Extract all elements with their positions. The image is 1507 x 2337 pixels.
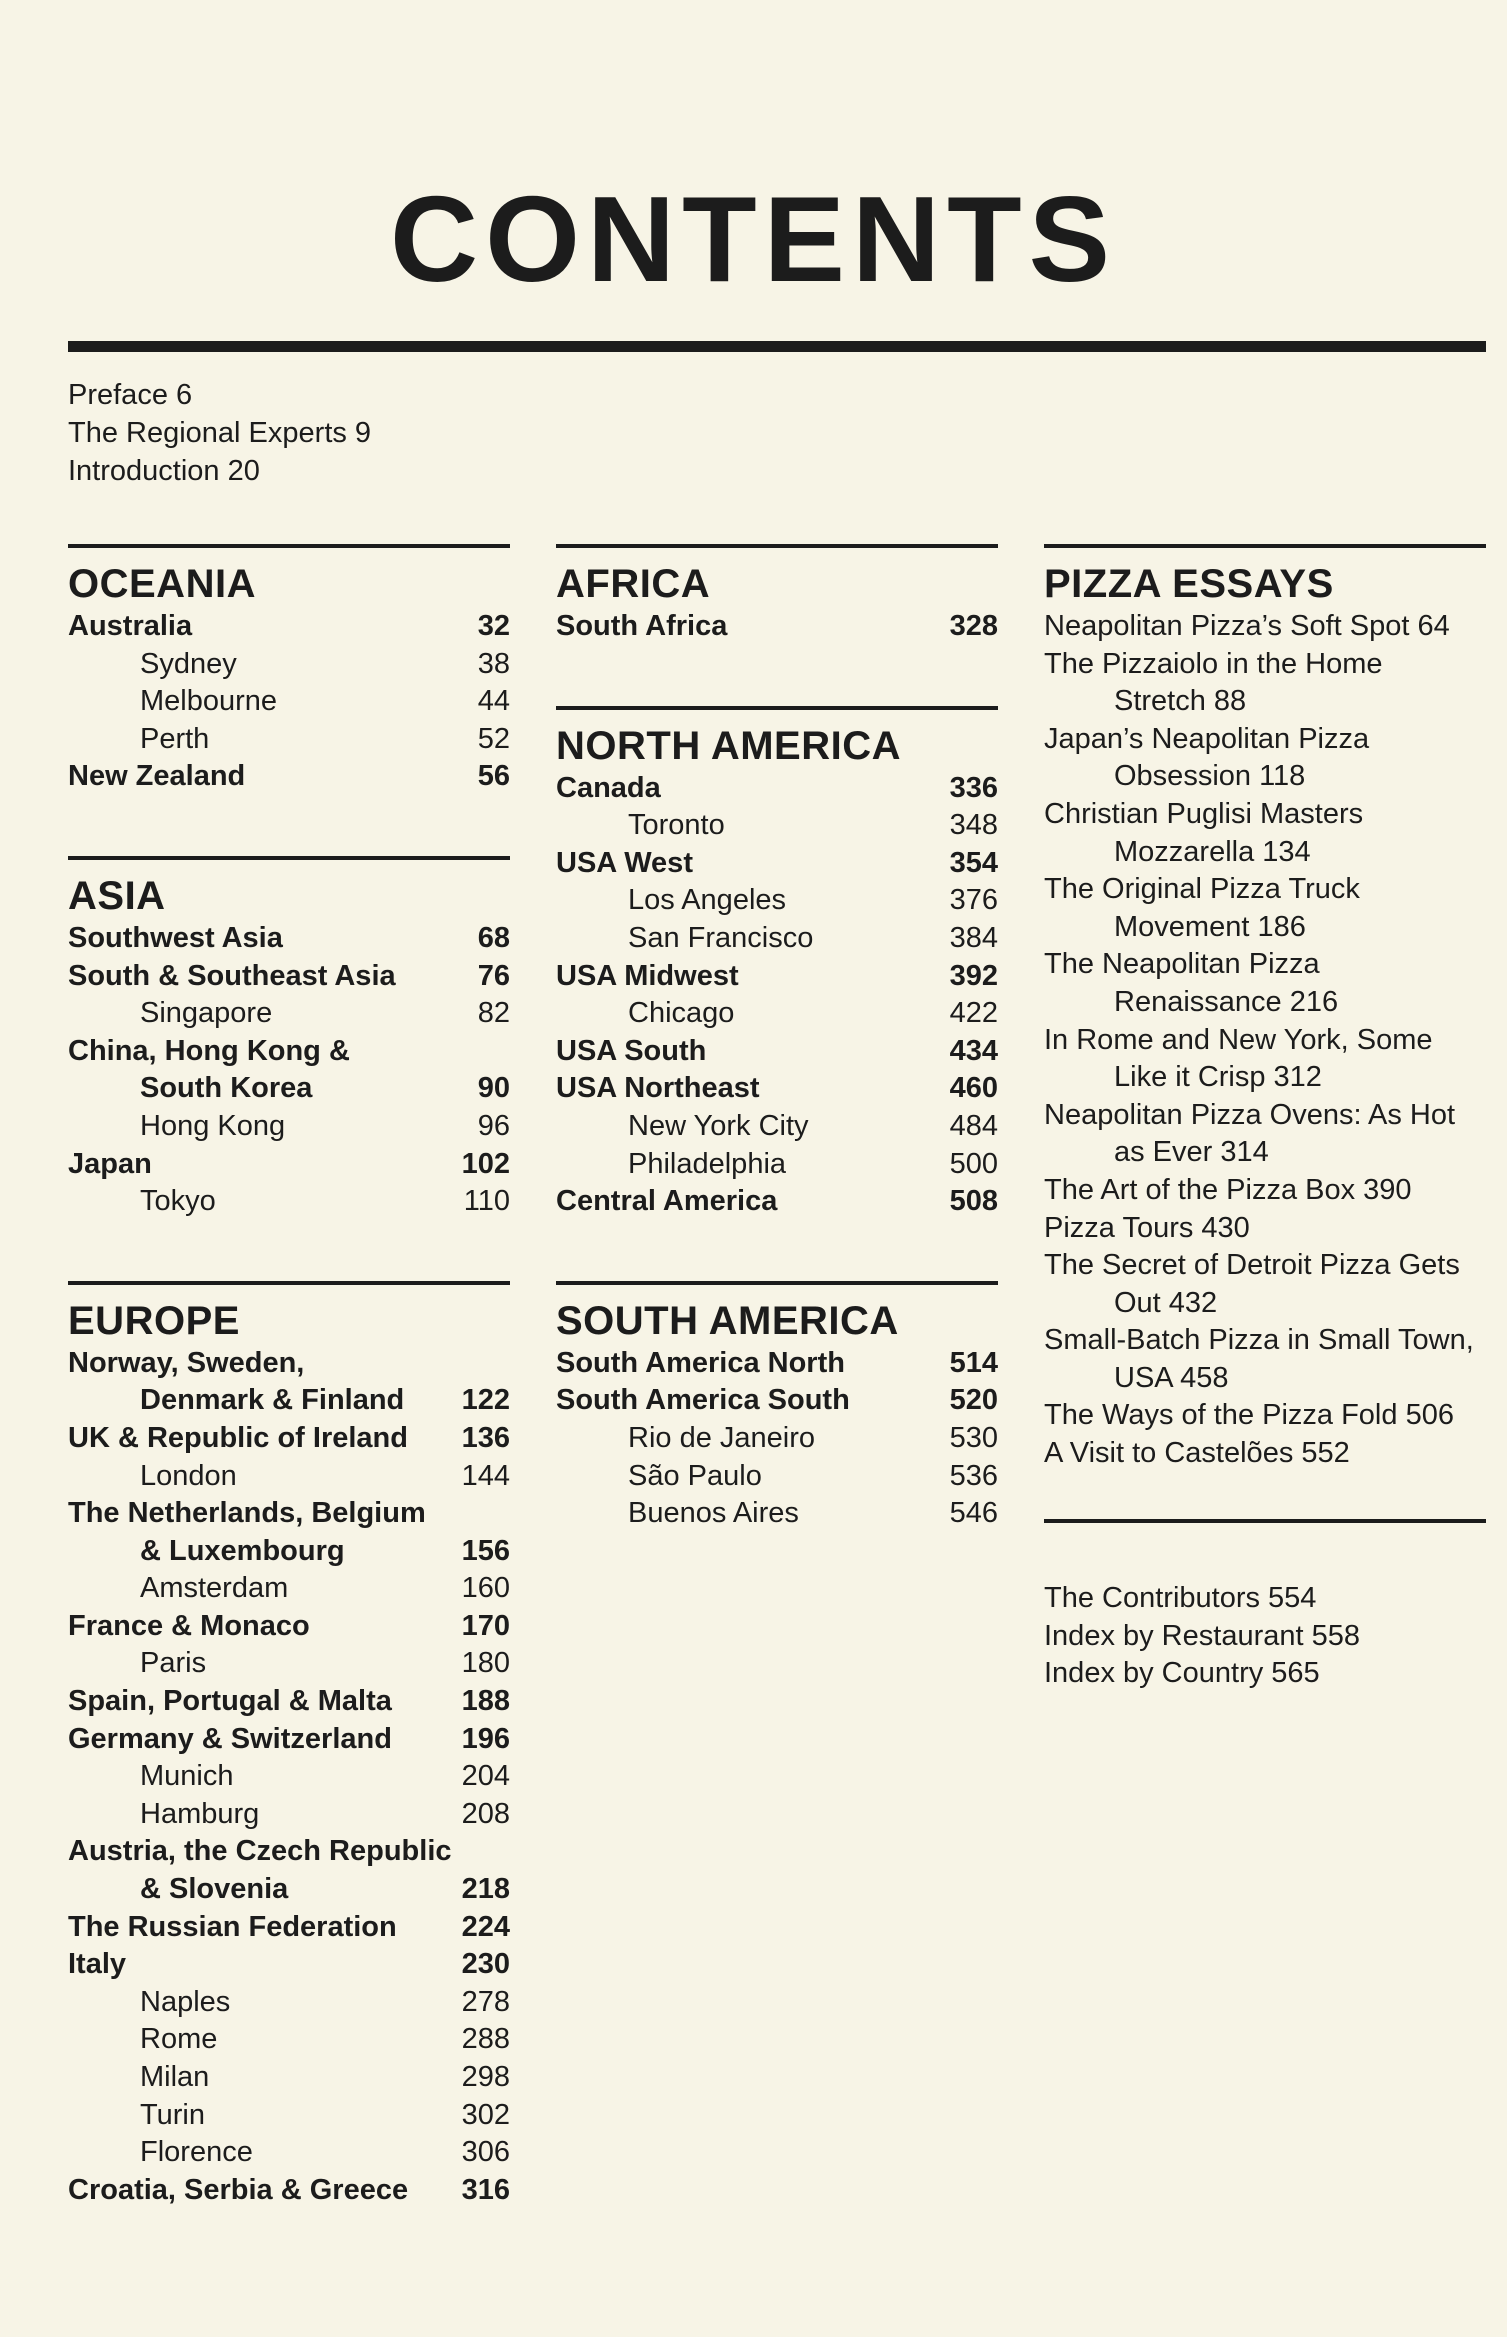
page-number: 460 [949, 1072, 998, 1105]
page-number: 208 [461, 1797, 510, 1830]
page-number: 160 [461, 1572, 510, 1605]
essay-title: Neapolitan Pizza Ovens: As Hot [1044, 1098, 1456, 1131]
section-rule [556, 706, 998, 710]
entry-label: Milan [140, 2061, 210, 2093]
toc-entry-country[interactable] [68, 1683, 510, 1721]
toc-entry-city[interactable] [68, 1645, 510, 1683]
entry-label-continued: South Korea [140, 1072, 313, 1105]
entry-label: USA West [556, 846, 693, 879]
toc-entry-city[interactable] [556, 995, 998, 1033]
toc-entry-regional-experts[interactable]: The Regional Experts 9 [68, 417, 372, 449]
toc-entry-country[interactable] [68, 2172, 510, 2210]
essay-title: The Neapolitan Pizza [1044, 948, 1320, 981]
toc-entry-country[interactable] [68, 1495, 510, 1570]
essay-title-continued: Renaissance 216 [1114, 985, 1339, 1018]
essay-title: The Ways of the Pizza Fold 506 [1044, 1399, 1454, 1432]
page-number: 136 [461, 1421, 510, 1454]
essay-title: Christian Puglisi Masters [1044, 797, 1364, 830]
entry-label: Hong Kong [140, 1109, 286, 1142]
page-number: 514 [949, 1346, 998, 1379]
toc-entry-contributors[interactable]: The Contributors 554 [1044, 1582, 1317, 1614]
entry-label: Canada [556, 771, 661, 804]
entry-label: USA Northeast [556, 1072, 760, 1105]
toc-entry-country[interactable] [556, 958, 998, 996]
entry-label: Rome [140, 2023, 218, 2056]
entry-label: São Paulo [628, 1459, 762, 1492]
essay-title-continued: Obsession 118 [1114, 760, 1306, 793]
page-number: 180 [461, 1647, 510, 1680]
entry-label: USA Midwest [556, 959, 739, 992]
toc-entry-city[interactable] [556, 1108, 998, 1146]
essay-title-continued: Movement 186 [1114, 910, 1306, 943]
column-middle [556, 544, 998, 1533]
page-number: 204 [461, 1760, 510, 1793]
toc-entry-city[interactable] [68, 1458, 510, 1496]
page-number: 102 [461, 1147, 510, 1180]
page-number: 224 [461, 1910, 510, 1943]
entry-label: Germany & Switzerland [68, 1722, 392, 1755]
entry-label: Singapore [140, 997, 273, 1030]
essay-title: Small-Batch Pizza in Small Town, [1044, 1324, 1474, 1357]
entry-label: Spain, Portugal & Malta [68, 1685, 392, 1718]
section-asia [68, 856, 510, 1221]
page-number: 384 [949, 921, 998, 954]
section-oceania [68, 544, 510, 796]
toc-entry-country[interactable] [68, 1033, 510, 1108]
page-number: 144 [461, 1459, 510, 1492]
page-number: 288 [461, 2023, 510, 2056]
toc-entry-city[interactable] [556, 882, 998, 920]
page-number: 32 [477, 610, 510, 642]
section-south-america [556, 1281, 998, 1533]
toc-entry-index-by-restaurant[interactable]: Index by Restaurant 558 [1044, 1619, 1360, 1652]
toc-entry-country[interactable] [556, 845, 998, 883]
page-number: 218 [461, 1873, 510, 1906]
section-rule [68, 856, 510, 860]
page-number: 520 [949, 1384, 998, 1417]
toc-entry-country[interactable] [68, 1146, 510, 1184]
page-number: 38 [477, 647, 510, 680]
essay-title: The Secret of Detroit Pizza Gets [1044, 1249, 1460, 1282]
toc-entry-city[interactable] [68, 2097, 510, 2135]
toc-entry-city[interactable] [68, 646, 510, 684]
essay-title-continued: Out 432 [1114, 1286, 1218, 1319]
toc-entry-country[interactable] [68, 1833, 510, 1908]
toc-entry-essay[interactable] [1044, 1210, 1486, 1248]
toc-entry-country[interactable] [556, 1070, 998, 1108]
toc-entry-essay[interactable] [1044, 1322, 1486, 1397]
toc-entry-preface[interactable]: Preface 6 [68, 379, 193, 411]
entry-label: Austria, the Czech Republic [68, 1835, 452, 1868]
toc-entry-country[interactable] [556, 1033, 998, 1071]
entry-label-continued: & Luxembourg [140, 1534, 345, 1567]
page-number: 56 [477, 760, 510, 793]
section-heading: PIZZA ESSAYS [1044, 562, 1334, 606]
page-number: 170 [461, 1609, 510, 1642]
entry-label: The Netherlands, Belgium [68, 1497, 426, 1530]
section-pizza-essays [1044, 544, 1486, 1473]
essay-title: The Pizzaiolo in the Home [1044, 647, 1383, 680]
essay-title: The Art of the Pizza Box 390 [1044, 1173, 1412, 1206]
entry-label: Japan [68, 1147, 152, 1180]
section-rule [68, 544, 510, 548]
entry-label: France & Monaco [68, 1609, 310, 1642]
essay-title: The Original Pizza Truck [1044, 873, 1360, 906]
page-number: 278 [461, 1985, 510, 2018]
page-number: 530 [949, 1421, 998, 1454]
essay-title-continued: Stretch 88 [1114, 685, 1247, 718]
entry-label: London [140, 1459, 237, 1492]
page-number: 90 [477, 1072, 510, 1105]
entry-label: Amsterdam [140, 1572, 289, 1605]
toc-entry-essay[interactable] [1044, 1397, 1486, 1435]
entry-label: Buenos Aires [628, 1497, 799, 1530]
toc-entry-city[interactable] [68, 721, 510, 759]
entry-label: Paris [140, 1647, 207, 1680]
essay-title-continued: as Ever 314 [1114, 1136, 1269, 1169]
entry-label: Los Angeles [628, 884, 787, 917]
toc-entry-country[interactable] [556, 1345, 998, 1383]
toc-entry-essay[interactable] [1044, 1247, 1486, 1322]
toc-entry-city[interactable] [68, 1796, 510, 1834]
page-title: CONTENTS [390, 171, 1117, 307]
page-number: 336 [949, 771, 998, 804]
section-europe [68, 1281, 510, 2210]
page-number: 536 [949, 1459, 998, 1492]
section-africa [556, 544, 998, 646]
section-rule [556, 1281, 998, 1285]
page-number: 82 [477, 997, 510, 1030]
toc-entry-city[interactable] [556, 920, 998, 958]
page-number: 96 [477, 1109, 510, 1142]
toc-entry-essay[interactable] [1044, 871, 1486, 946]
toc-entry-country[interactable] [68, 1909, 510, 1947]
essay-title: In Rome and New York, Some [1044, 1023, 1433, 1056]
page-number: 546 [949, 1497, 998, 1530]
toc-entry-essay[interactable] [1044, 721, 1486, 796]
entry-label: South & Southeast Asia [68, 959, 396, 992]
toc-entry-city[interactable] [556, 1420, 998, 1458]
back-matter-rule [1044, 1519, 1486, 1523]
column-right [1044, 544, 1486, 1473]
page-number: 196 [461, 1722, 510, 1755]
section-north-america [556, 706, 998, 1221]
section-heading: SOUTH AMERICA [556, 1298, 899, 1343]
entry-label: New Zealand [68, 760, 246, 793]
essay-title-continued: Like it Crisp 312 [1114, 1061, 1322, 1094]
toc-entry-city[interactable] [68, 995, 510, 1033]
entry-label: Australia [68, 610, 193, 642]
entry-label: Croatia, Serbia & Greece [68, 2173, 409, 2206]
toc-entry-essay[interactable] [1044, 796, 1486, 871]
toc-entry-city[interactable] [68, 1984, 510, 2022]
toc-entry-essay[interactable] [1044, 946, 1486, 1021]
entry-label: South America North [556, 1346, 845, 1379]
title-rule [68, 341, 1486, 352]
toc-entry-country[interactable] [68, 1420, 510, 1458]
section-rule [556, 544, 998, 548]
page-number: 316 [461, 2173, 510, 2206]
entry-label: The Russian Federation [68, 1910, 397, 1943]
entry-label: Melbourne [140, 685, 278, 718]
toc-entry-country[interactable] [68, 1721, 510, 1759]
entry-label: New York City [628, 1109, 809, 1142]
page-number: 52 [477, 722, 510, 755]
entry-label: Turin [140, 2098, 205, 2131]
toc-entry-country[interactable] [68, 1345, 510, 1420]
section-heading: NORTH AMERICA [556, 723, 901, 768]
toc-entry-city[interactable] [556, 1146, 998, 1184]
entry-label: Chicago [628, 997, 735, 1030]
toc-entry-essay[interactable] [1044, 1172, 1486, 1210]
entry-label: China, Hong Kong & [68, 1034, 350, 1067]
entry-label: South Africa [556, 610, 728, 642]
entry-label: Italy [68, 1948, 127, 1981]
entry-label: South America South [556, 1384, 850, 1417]
back-matter [1044, 1580, 1360, 1693]
entry-label: Munich [140, 1760, 234, 1793]
toc-entry-country[interactable] [68, 608, 510, 646]
entry-label: Sydney [140, 647, 237, 680]
toc-entry-essay[interactable] [1044, 1097, 1486, 1172]
entry-label-continued: Denmark & Finland [140, 1384, 405, 1417]
toc-entry-city[interactable] [556, 807, 998, 845]
front-matter [68, 376, 371, 490]
toc-entry-country[interactable] [68, 958, 510, 996]
entry-label: USA South [556, 1034, 707, 1067]
page-number: 68 [477, 921, 510, 954]
entry-label: Florence [140, 2136, 253, 2169]
essay-title: A Visit to Castelões 552 [1044, 1437, 1350, 1470]
toc-entry-city[interactable] [556, 1458, 998, 1496]
toc-entry-country[interactable] [68, 758, 510, 796]
essay-title: Neapolitan Pizza’s Soft Spot 64 [1044, 610, 1450, 642]
section-heading: AFRICA [556, 562, 711, 606]
essay-title-continued: USA 458 [1114, 1361, 1229, 1394]
toc-entry-city[interactable] [68, 2134, 510, 2172]
toc-entry-country[interactable] [68, 1946, 510, 1984]
toc-entry-city[interactable] [68, 2021, 510, 2059]
toc-entry-essay[interactable] [1044, 608, 1486, 646]
page-number: 354 [949, 846, 998, 879]
toc-entry-city[interactable] [68, 683, 510, 721]
entry-label-continued: & Slovenia [140, 1873, 289, 1906]
page-number: 188 [461, 1685, 510, 1718]
page-number: 44 [477, 685, 510, 718]
toc-entry-index-by-country[interactable]: Index by Country 565 [1044, 1657, 1320, 1690]
toc-entry-country[interactable] [556, 1183, 998, 1221]
toc-entry-city[interactable] [556, 1495, 998, 1533]
essay-title-continued: Mozzarella 134 [1114, 835, 1311, 868]
entry-label: Philadelphia [628, 1147, 787, 1180]
page-number: 422 [949, 997, 998, 1030]
entry-label: Hamburg [140, 1797, 260, 1830]
page-number: 76 [477, 959, 510, 992]
page-number: 484 [949, 1109, 998, 1142]
toc-entry-city[interactable] [68, 1758, 510, 1796]
page-number: 348 [949, 809, 998, 842]
toc-entry-country[interactable] [556, 608, 998, 646]
toc-entry-country[interactable] [68, 1608, 510, 1646]
toc-entry-essay[interactable] [1044, 1022, 1486, 1097]
section-rule [1044, 544, 1486, 548]
toc-entry-city[interactable] [68, 2059, 510, 2097]
entry-label: Naples [140, 1985, 231, 2018]
entry-label: Central America [556, 1185, 778, 1218]
page-number: 156 [461, 1534, 510, 1567]
toc-entry-essay[interactable] [1044, 646, 1486, 721]
page-number: 508 [949, 1185, 998, 1218]
entry-label: Tokyo [140, 1185, 216, 1218]
page-number: 110 [463, 1185, 510, 1218]
entry-label: Southwest Asia [68, 921, 283, 954]
essay-title: Japan’s Neapolitan Pizza [1044, 722, 1370, 755]
entry-label: Rio de Janeiro [628, 1421, 815, 1454]
section-heading: EUROPE [68, 1298, 240, 1343]
toc-entry-country[interactable] [68, 920, 510, 958]
toc-entry-introduction[interactable]: Introduction 20 [68, 455, 260, 487]
section-heading: OCEANIA [68, 562, 256, 606]
essay-title: Pizza Tours 430 [1044, 1211, 1250, 1244]
toc-entry-country[interactable] [556, 1382, 998, 1420]
page-number: 500 [949, 1147, 998, 1180]
entry-label: San Francisco [628, 921, 814, 954]
page-number: 392 [949, 959, 998, 992]
page-number: 306 [461, 2136, 510, 2169]
entry-label: UK & Republic of Ireland [68, 1421, 408, 1454]
entry-label: Perth [140, 722, 210, 755]
toc-entry-essay[interactable] [1044, 1435, 1486, 1473]
page-number: 230 [461, 1948, 510, 1981]
page-number: 298 [461, 2061, 510, 2093]
page-number: 328 [949, 610, 998, 642]
page-number: 376 [949, 884, 998, 917]
page-number: 434 [949, 1034, 998, 1067]
toc-entry-city[interactable] [68, 1108, 510, 1146]
toc-entry-city[interactable] [68, 1183, 510, 1221]
section-rule [68, 1281, 510, 1285]
section-heading: ASIA [68, 873, 166, 918]
toc-entry-city[interactable] [68, 1570, 510, 1608]
page-number: 122 [461, 1384, 510, 1417]
page-number: 302 [461, 2098, 510, 2131]
entry-label: Toronto [628, 809, 725, 842]
column-left [68, 544, 510, 2209]
toc-entry-country[interactable] [556, 770, 998, 808]
entry-label: Norway, Sweden, [68, 1346, 305, 1379]
